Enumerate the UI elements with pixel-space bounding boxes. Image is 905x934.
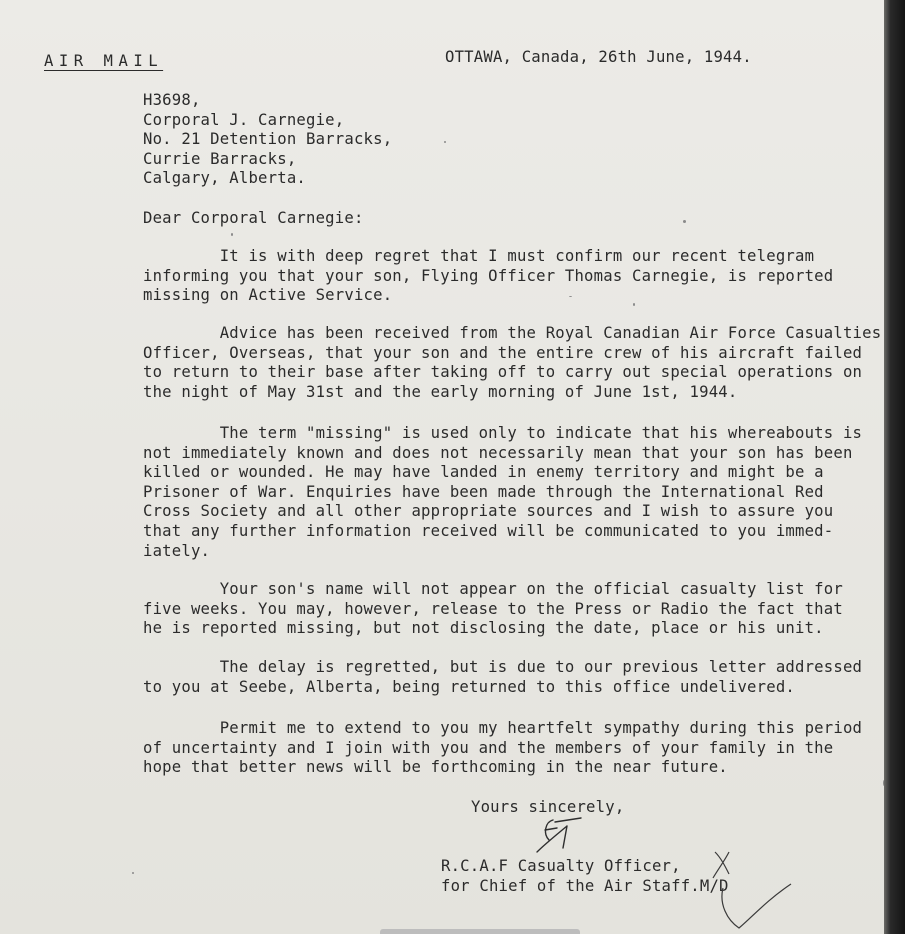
address-line: H3698, [143, 91, 201, 109]
salutation [143, 208, 364, 228]
paragraph-line: to you at Seebe, Alberta, being returned to this office undelivered. [143, 677, 795, 696]
paragraph-3 [143, 423, 862, 560]
closing: Yours sincerely, [471, 798, 625, 816]
paper-speck [231, 233, 233, 236]
paragraph-line: the night of May 31st and the early morning of June 1st, 1944. [143, 382, 738, 401]
signature-line: for Chief of the Air Staff.M/D [441, 876, 729, 895]
paragraph-line: hope that better news will be forthcoming in the near future. [143, 758, 728, 777]
address-line: Corporal J. Carnegie, [143, 110, 345, 129]
paper-speck [569, 296, 572, 297]
paragraph-line: five weeks. You may, however, release to the Press or Radio the fact that [143, 599, 843, 618]
paragraph-line: Your son's name will not appear on the official casualty list for [143, 580, 843, 598]
paper-speck [444, 141, 446, 143]
paragraph-line: Advice has been received from the Royal Canadian Air Force Casualties [143, 324, 882, 342]
paper-speck [683, 220, 686, 223]
air-mail-header: AIR MAIL [44, 52, 164, 70]
paragraph-line: Permit me to extend to you my heartfelt sympathy during this period [143, 719, 863, 737]
handwritten-signature [515, 812, 605, 862]
salutation-text: Dear Corporal Carnegie: [143, 209, 364, 227]
address-line: Calgary, Alberta. [143, 169, 306, 188]
paragraph-2 [143, 323, 881, 401]
paragraph-line: Officer, Overseas, that your son and the entire crew of his aircraft failed [143, 343, 863, 362]
paragraph-line: missing on Active Service. [143, 286, 393, 305]
pencil-check-mark [705, 848, 795, 934]
paragraph-line: to return to their base after taking off to carry out special operations on [143, 363, 863, 382]
paragraph-line: Prisoner of War. Enquiries have been made through the International Red [143, 482, 824, 501]
signature-line: R.C.A.F Casualty Officer, [441, 857, 681, 875]
paragraph-line: It is with deep regret that I must confirm our recent telegram [143, 247, 815, 265]
address-line: No. 21 Detention Barracks, [143, 130, 393, 149]
paragraph-6 [143, 718, 862, 777]
address-line: Currie Barracks, [143, 149, 297, 168]
paragraph-line: that any further information received will be communicated to you immed- [143, 521, 834, 540]
paragraph-line: he is reported missing, but not disclosing the date, place or his unit. [143, 619, 824, 638]
paragraph-line: The delay is regretted, but is due to our previous letter addressed [143, 658, 863, 676]
paragraph-line: iately. [143, 541, 211, 560]
paragraph-line: Cross Society and all other appropriate sources and I wish to assure you [143, 502, 834, 521]
paper-speck [633, 303, 635, 306]
paragraph-line: informing you that your son, Flying Officer Thomas Carnegie, is reported [143, 266, 834, 285]
page-edge-shadow [884, 0, 905, 934]
paragraph-5 [143, 657, 862, 696]
paper-speck [132, 872, 134, 874]
paragraph-line: of uncertainty and I join with you and the members of your family in the [143, 738, 834, 757]
paragraph-line: killed or wounded. He may have landed in enemy territory and might be a [143, 463, 824, 482]
place-and-date: OTTAWA, Canada, 26th June, 1944. [445, 48, 752, 66]
signature-block [441, 856, 729, 895]
paragraph-line: not immediately known and does not necessarily mean that your son has been [143, 443, 853, 462]
recipient-address [143, 90, 392, 188]
bottom-strip [380, 929, 580, 934]
paragraph-1 [143, 246, 833, 305]
paragraph-4 [143, 579, 843, 638]
paragraph-line: The term "missing" is used only to indicate that his whereabouts is [143, 424, 863, 442]
